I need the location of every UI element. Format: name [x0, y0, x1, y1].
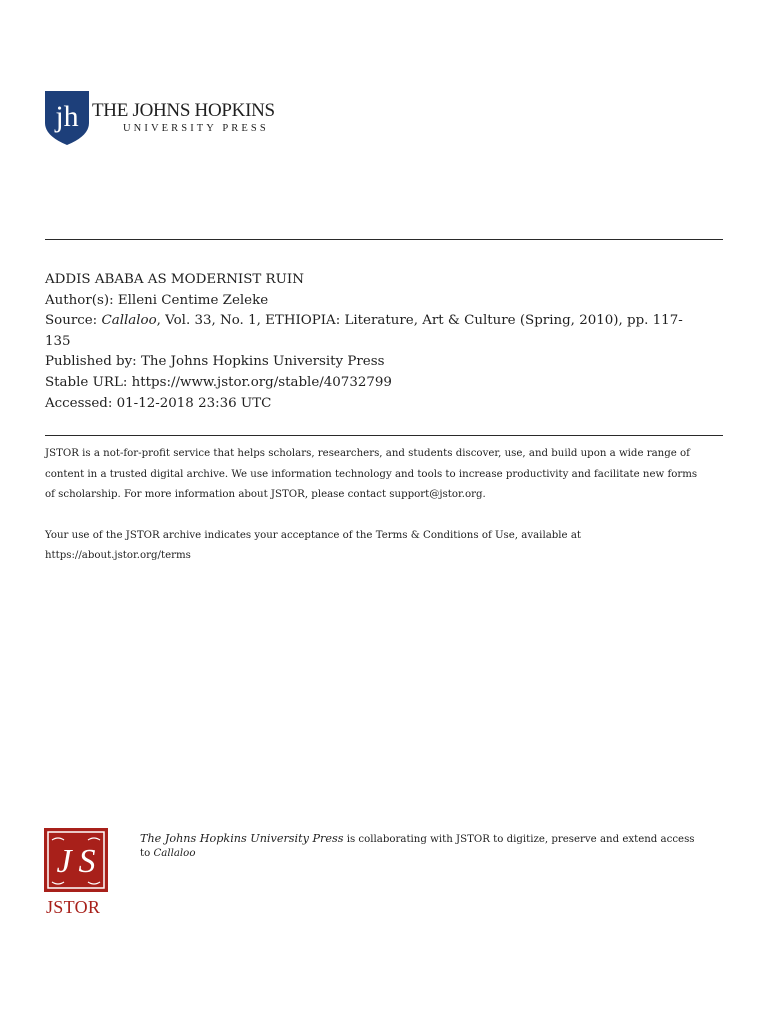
accessed-label: Accessed: [45, 395, 113, 411]
collaboration-note [140, 832, 700, 861]
author-line [45, 291, 725, 312]
citation-block [45, 270, 725, 414]
jstor-about-paragraph: JSTOR is a not-for-profit service that helps scholars, researchers, and students discover, use, and build upon a wide range of content in a trusted digital archive. We use information technology and tools to increase productivity and facilitate new forms of scholarship. For more information about JSTOR, please contact support@jstor.org. [45, 448, 698, 501]
middle-divider [45, 435, 723, 436]
terms-paragraph: Your use of the JSTOR archive indicates your acceptance of the Terms & Conditions of Use, available at https://about.jstor.org/terms [45, 529, 581, 562]
source-details: , Vol. 33, No. 1, ETHIOPIA: Literature, Art & Culture (Spring, 2010), pp. 117-135 [45, 313, 683, 349]
jhu-shield-icon [44, 90, 90, 146]
source-line [45, 311, 705, 352]
accessed-line [45, 394, 725, 415]
stable-url-line [45, 373, 725, 394]
svg-text:J: J [56, 843, 72, 880]
article-title: ADDIS ABABA AS MODERNIST RUIN [45, 272, 304, 287]
top-divider [45, 239, 723, 240]
jstor-logo [44, 828, 110, 922]
collab-journal: Callaloo [153, 848, 196, 859]
accessed-date: 01-12-2018 23:36 UTC [116, 395, 272, 411]
jstor-emblem-icon [44, 828, 108, 892]
published-by: The Johns Hopkins University Press [140, 354, 385, 370]
jstor-wordmark: JSTOR [46, 897, 101, 917]
stable-url-label: Stable URL: [45, 374, 128, 390]
published-label: Published by: [45, 354, 137, 370]
svg-text:jh: jh [55, 100, 79, 133]
stable-url-link[interactable]: https://www.jstor.org/stable/40732799 [131, 374, 392, 390]
source-label: Source: [45, 313, 98, 329]
author-label: Author(s): [45, 292, 114, 308]
publisher-logo [44, 90, 274, 150]
svg-text:S: S [78, 843, 96, 880]
collab-text: is collaborating with JSTOR to digitize, preserve and extend access to [140, 834, 695, 859]
author-name: Elleni Centime Zeleke [117, 292, 269, 308]
publisher-subtitle: UNIVERSITY PRESS [123, 123, 269, 134]
publisher-name: THE JOHNS HOPKINS [92, 100, 275, 121]
publisher-line [45, 352, 725, 373]
jstor-notice [45, 444, 725, 567]
collab-publisher: The Johns Hopkins University Press [140, 832, 344, 845]
source-journal: Callaloo [101, 313, 157, 329]
